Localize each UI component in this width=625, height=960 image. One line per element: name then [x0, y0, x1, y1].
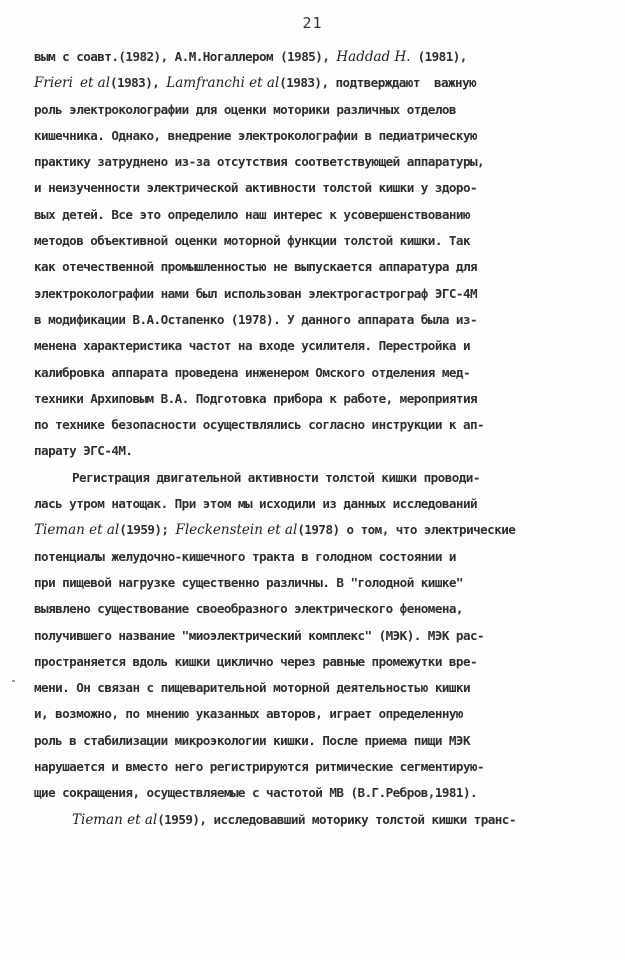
text-run: (1978) о том, что электрические — [297, 522, 516, 538]
page-number: 21 — [302, 14, 323, 32]
text-line — [34, 70, 600, 96]
text-line — [34, 570, 600, 596]
text-line — [34, 465, 600, 491]
text-line — [34, 149, 600, 175]
text-run: (1981), — [410, 49, 467, 64]
text-line — [34, 649, 600, 675]
text-run: и, возможно, по мнению указанных авторов, играет определенную — [34, 706, 463, 722]
text-run: вых детей. Все это определило наш интерес к усовершенствованию — [34, 206, 470, 222]
handwritten-citation: Fleckenstein et al — [175, 522, 298, 539]
text-run: потенциалы желудочно-кишечного тракта в голодном состоянии и — [34, 548, 456, 564]
text-line — [34, 228, 600, 254]
text-line — [34, 386, 600, 412]
text-line — [34, 517, 600, 543]
text-run: электроколографии нами был использован электрогастрограф ЭГС-4М — [34, 285, 478, 301]
handwritten-citation: Haddad H. — [336, 49, 411, 65]
text-line — [34, 623, 600, 649]
handwritten-citation: Tieman et al — [72, 811, 158, 828]
handwritten-citation: Frieri — [34, 75, 73, 92]
text-run — [73, 75, 80, 90]
text-line — [34, 281, 600, 307]
text-line — [34, 675, 600, 701]
text-run: вым с соавт.(1982), А.М.Ногаллером (1985), — [34, 49, 337, 64]
body-text — [34, 44, 600, 833]
handwritten-citation: et al — [79, 75, 111, 92]
text-run: (1983), — [110, 75, 167, 91]
handwritten-citation: Tieman et al — [34, 522, 120, 539]
text-run: менена характеристика частот на входе усилителя. Перестройка и — [34, 338, 470, 354]
text-line — [34, 780, 600, 806]
text-run: роль электроколографии для оценки моторики различных отделов — [34, 101, 456, 117]
text-line — [34, 412, 600, 438]
text-line — [34, 44, 600, 70]
text-line — [34, 438, 600, 464]
text-run: выявлено существование своеобразного электрического феномена, — [34, 601, 463, 617]
text-line — [34, 754, 600, 780]
text-line — [34, 491, 600, 517]
text-run: калибровка аппарата проведена инженером Омского отделения мед- — [34, 364, 470, 380]
text-run: по технике безопасности осуществлялись согласно инструкции к ап- — [34, 417, 485, 433]
text-run: как отечественной промышленностью не выпускается аппаратура для — [34, 259, 478, 275]
text-line — [34, 333, 600, 359]
text-line — [34, 701, 600, 727]
text-run: и неизученности электрической активности толстой кишки у здоро- — [34, 180, 478, 196]
text-run: техники Архиповым В.А. Подготовка прибора к работе, мероприятия — [34, 390, 478, 406]
text-run: (1983), подтверждают важную — [279, 75, 477, 91]
text-run: пространяется вдоль кишки циклично через равные промежутки вре- — [34, 653, 478, 669]
handwritten-citation: Lamfranchi et al — [166, 75, 280, 92]
text-line — [34, 807, 600, 833]
text-run: парату ЭГС-4М. — [34, 443, 133, 459]
text-line — [34, 360, 600, 386]
text-run: щие сокращения, осуществляемые с частотой МВ (В.Г.Ребров,1981). — [34, 785, 478, 801]
text-run: практику затруднено из-за отсутствия соответствующей аппаратуры, — [34, 154, 485, 170]
text-line — [34, 175, 600, 201]
text-run: (1959), исследовавший моторику толстой кишки транс- — [157, 811, 516, 827]
text-line — [34, 254, 600, 280]
text-run: в модификации В.А.Остапенко (1978). У данного аппарата была из- — [34, 311, 478, 327]
text-line — [34, 544, 600, 570]
text-run: получившего название "миоэлектрический комплекс" (МЭК). МЭК рас- — [34, 627, 485, 643]
text-line — [34, 307, 600, 333]
text-line — [34, 728, 600, 754]
text-run: (1959); — [119, 522, 176, 538]
text-line — [34, 202, 600, 228]
text-run: кишечника. Однако, внедрение электроколографии в педиатрическую — [34, 127, 478, 143]
text-line — [34, 97, 600, 123]
text-run: при пищевой нагрузке существенно различны. В "голодной кишке" — [34, 574, 463, 590]
text-run: мени. Он связан с пищеварительной моторной деятельностью кишки — [34, 680, 470, 696]
text-run: роль в стабилизации микроэкологии кишки. После приема пищи МЭК — [34, 732, 470, 748]
text-run: нарушается и вместо него регистрируются ритмические сегментирую- — [34, 759, 485, 775]
text-run: Регистрация двигательной активности толстой кишки проводи- — [72, 469, 480, 485]
text-line — [34, 123, 600, 149]
scan-mark — [12, 680, 15, 682]
text-run: лась утром натощак. При этом мы исходили из данных исследований — [34, 496, 478, 512]
text-run: методов объективной оценки моторной функции толстой кишки. Так — [34, 233, 470, 249]
text-line — [34, 596, 600, 622]
